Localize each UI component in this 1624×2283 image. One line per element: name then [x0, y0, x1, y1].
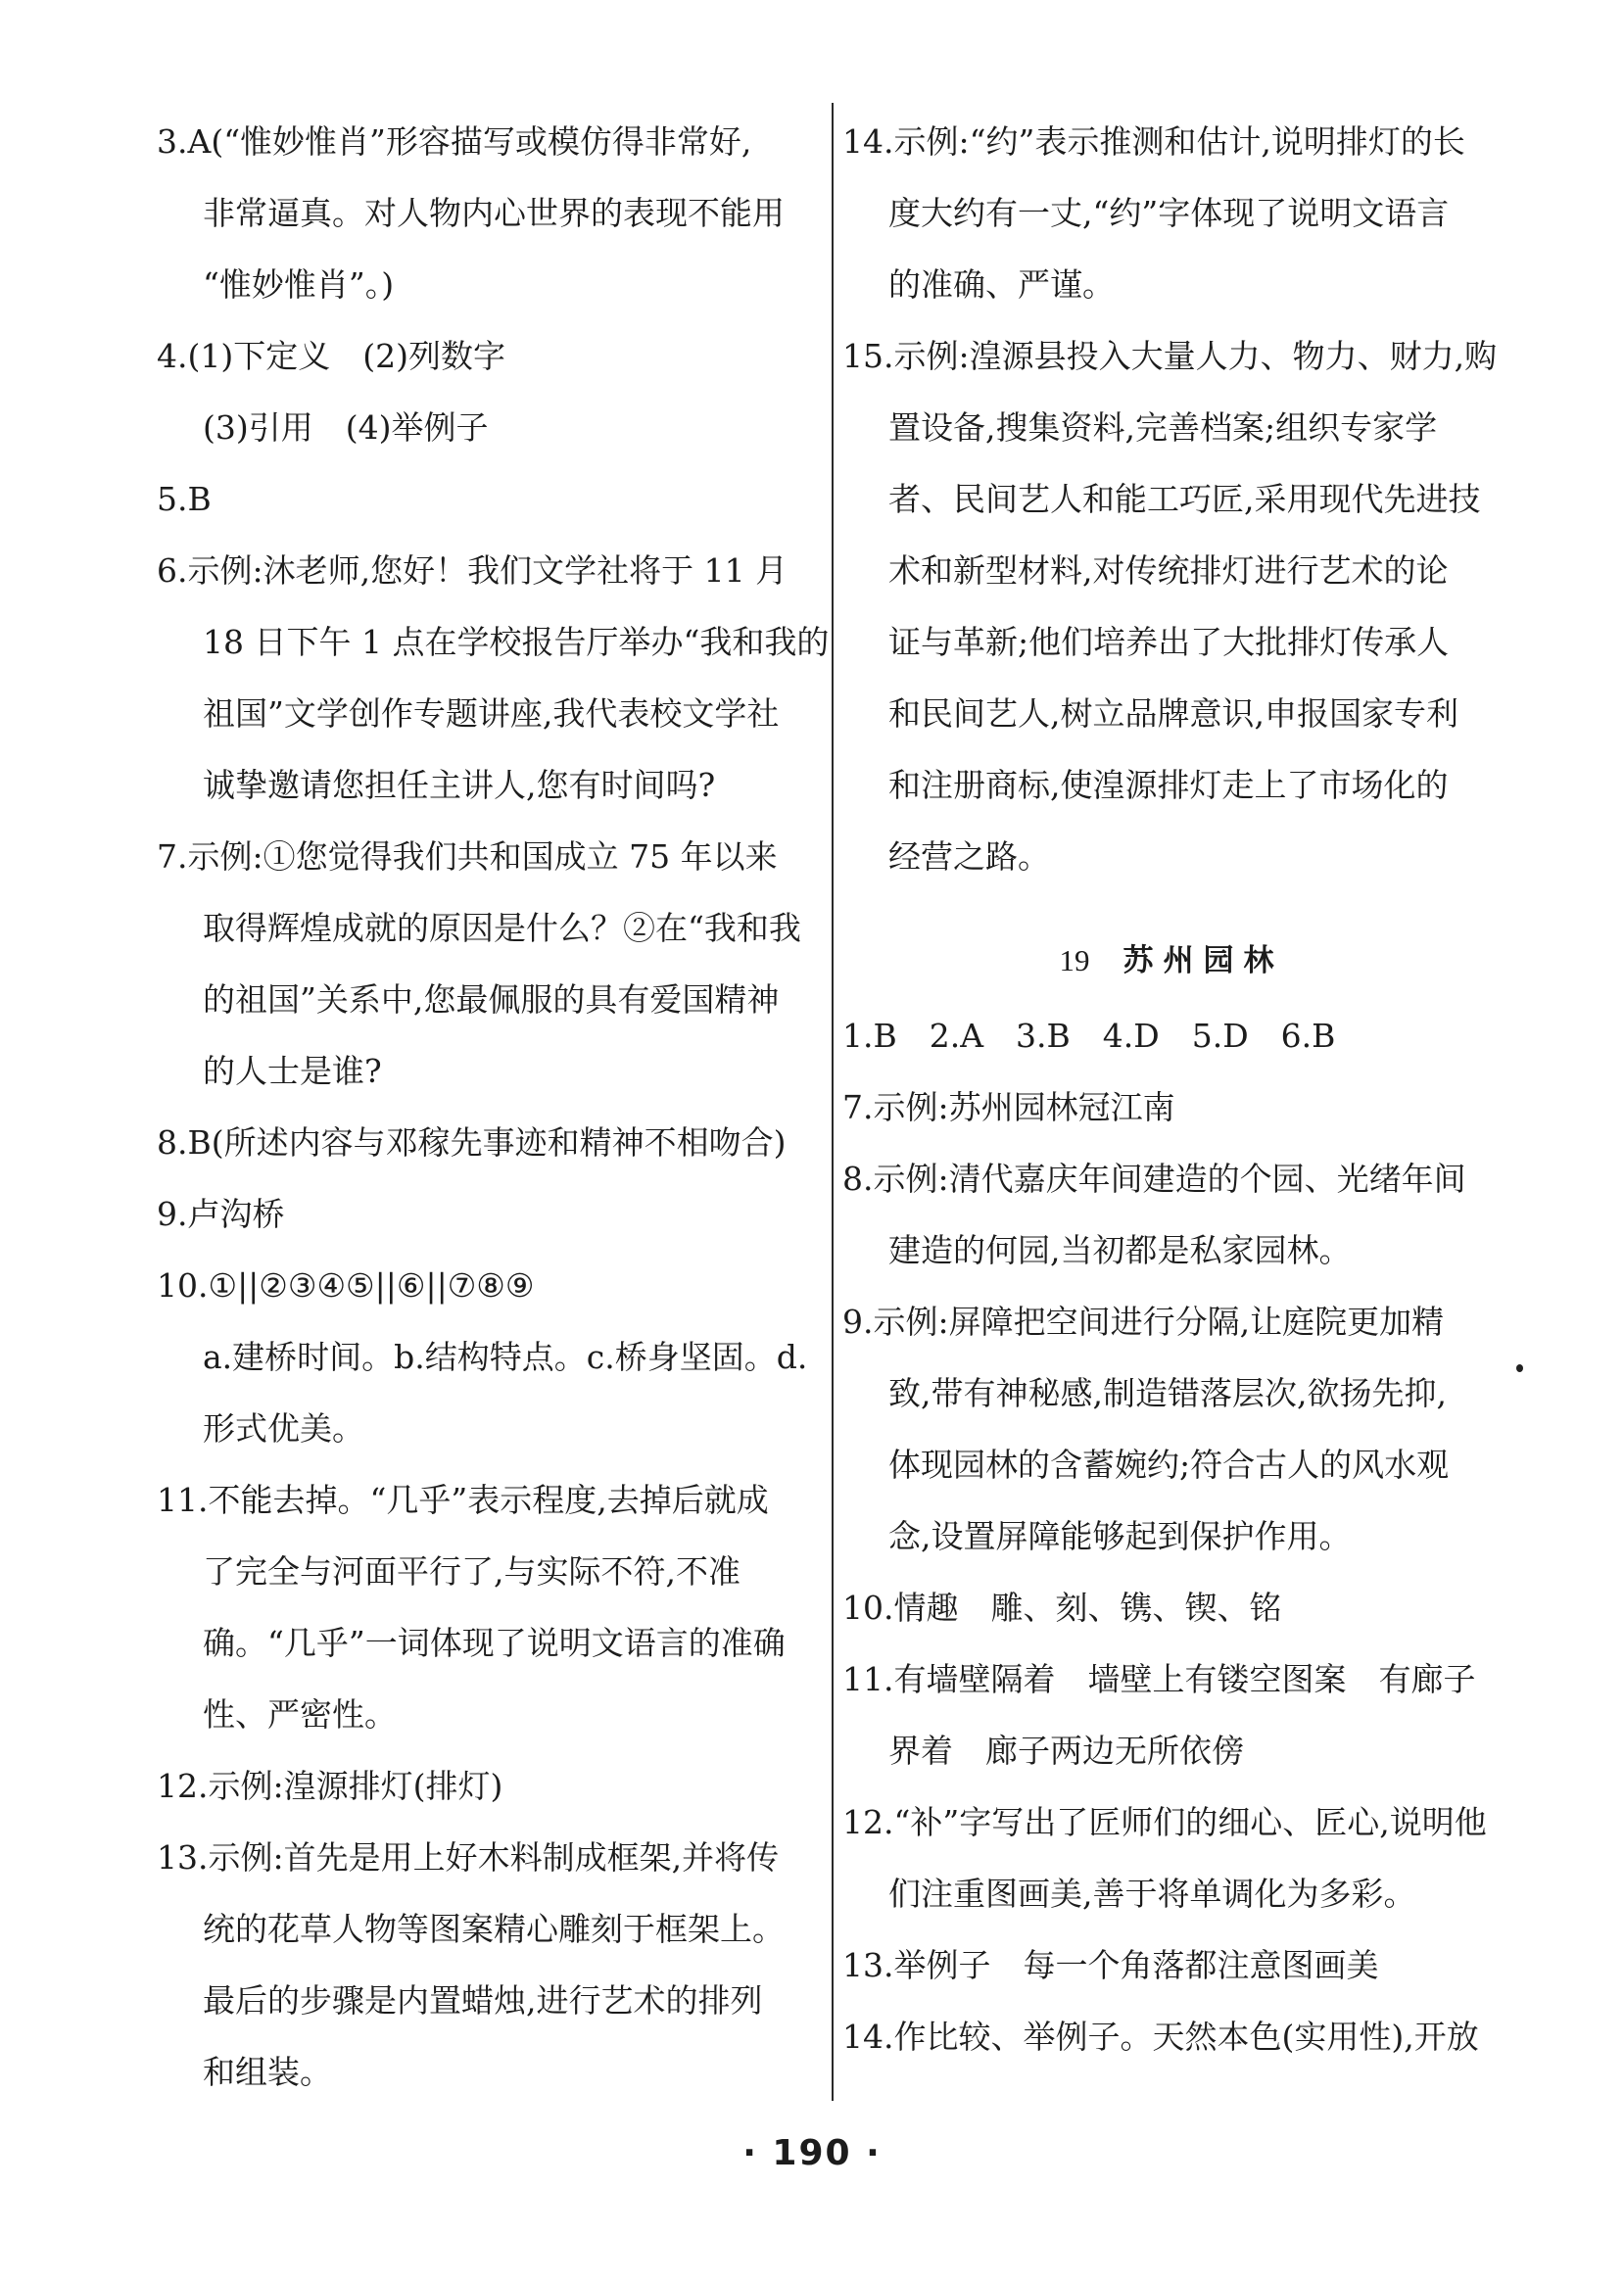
right-column-top	[842, 106, 1501, 892]
answer-line: 10.①||②③④⑤||⑥||⑦⑧⑨	[157, 1266, 535, 1305]
answer-line: 12.示例:湟源排灯(排灯)	[157, 1767, 503, 1805]
answer-line: 1.B 2.A 3.B 4.D 5.D 6.B	[842, 1017, 1336, 1055]
answer-line-continuation: 诚挚邀请您担任主讲人,您有时间吗?	[203, 766, 716, 804]
page-number: · 190 ·	[742, 2133, 882, 2173]
answer-line-continuation: a.建桥时间。b.结构特点。c.桥身坚固。d.	[203, 1338, 808, 1376]
answer-line-continuation: 术和新型材料,对传统排灯进行艺术的论	[888, 551, 1449, 590]
answer-line-continuation: 形式优美。	[203, 1409, 364, 1448]
answer-line-continuation: 置设备,搜集资料,完善档案;组织专家学	[888, 408, 1438, 447]
answer-line-continuation: 者、民间艺人和能工巧匠,采用现代先进技	[888, 480, 1481, 518]
answer-line: 10.情趣 雕、刻、镌、锲、铭	[842, 1589, 1282, 1627]
answer-line-continuation: 们注重图画美,善于将单调化为多彩。	[888, 1875, 1416, 1913]
answer-line-continuation: 的祖国”关系中,您最佩服的具有爱国精神	[203, 980, 780, 1019]
answer-line-continuation: 致,带有神秘感,制造错落层次,欲扬先抑,	[888, 1374, 1447, 1412]
section-heading	[842, 922, 1501, 1000]
answer-line-continuation: 的人士是谁?	[203, 1052, 382, 1090]
answer-line-continuation: 取得辉煌成就的原因是什么？②在“我和我	[203, 909, 801, 947]
answer-line: 9.卢沟桥	[157, 1195, 285, 1233]
answer-line: 3.A(“惟妙惟肖”形容描写或模仿得非常好,	[157, 122, 752, 161]
answer-line-continuation: 18 日下午 1 点在学校报告厅举办“我和我的	[203, 623, 830, 661]
answer-line: 7.示例:①您觉得我们共和国成立 75 年以来	[157, 837, 778, 876]
answer-line: 9.示例:屏障把空间进行分隔,让庭院更加精	[842, 1303, 1445, 1341]
answer-line-continuation: “惟妙惟肖”。)	[203, 265, 395, 304]
answer-line-continuation: 和组装。	[203, 2053, 332, 2091]
answer-line: 6.示例:沐老师,您好！我们文学社将于 11 月	[157, 551, 788, 590]
answer-line-continuation: 度大约有一丈,“约”字体现了说明文语言	[888, 194, 1450, 232]
scan-speck	[1516, 1364, 1523, 1372]
answer-line: 14.示例:“约”表示推测和估计,说明排灯的长	[842, 122, 1465, 161]
answer-line: 13.举例子 每一个角落都注意图画美	[842, 1946, 1379, 1984]
answer-line: 7.示例:苏州园林冠江南	[842, 1088, 1175, 1126]
answer-line-continuation: 确。“几乎”一词体现了说明文语言的准确	[203, 1624, 786, 1662]
answer-line-continuation: 建造的何园,当初都是私家园林。	[888, 1231, 1352, 1269]
answer-line-continuation: 统的花草人物等图案精心雕刻于框架上。	[203, 1910, 785, 1948]
answer-line-continuation: 最后的步骤是内置蜡烛,进行艺术的排列	[203, 1981, 763, 2020]
answer-line-continuation: 念,设置屏障能够起到保护作用。	[888, 1517, 1352, 1555]
answer-line: 8.示例:清代嘉庆年间建造的个园、光绪年间	[842, 1160, 1466, 1198]
answer-line: 15.示例:湟源县投入大量人力、物力、财力,购	[842, 337, 1498, 375]
answer-line-continuation: 经营之路。	[888, 837, 1050, 876]
answer-line-continuation: 和注册商标,使湟源排灯走上了市场化的	[888, 766, 1449, 804]
answer-line-continuation: 性、严密性。	[203, 1695, 397, 1734]
answer-line-continuation: 体现园林的含蓄婉约;符合古人的风水观	[888, 1446, 1450, 1484]
answer-line-continuation: 非常逼真。对人物内心世界的表现不能用	[203, 194, 785, 232]
answer-line-continuation: 界着 廊子两边无所依傍	[888, 1732, 1244, 1770]
answer-line: 11.不能去掉。“几乎”表示程度,去掉后就成	[157, 1481, 769, 1519]
answer-line: 8.B(所述内容与邓稼先事迹和精神不相吻合)	[157, 1123, 787, 1162]
section-number: 19	[1059, 943, 1090, 977]
answer-line-continuation: 的准确、严谨。	[888, 265, 1115, 304]
section-title: 苏州园林	[1122, 943, 1284, 978]
answer-line: 11.有墙壁隔着 墙壁上有镂空图案 有廊子	[842, 1660, 1476, 1698]
answer-line: 5.B	[157, 480, 212, 518]
right-column	[842, 106, 1501, 2072]
answer-line-continuation: 了完全与河面平行了,与实际不符,不准	[203, 1552, 740, 1591]
answer-line: 13.示例:首先是用上好木料制成框架,并将传	[157, 1838, 780, 1877]
answer-line: 4.(1)下定义 (2)列数字	[157, 337, 505, 375]
answer-line-continuation: 祖国”文学创作专题讲座,我代表校文学社	[203, 694, 780, 733]
left-column	[157, 106, 833, 2108]
answer-line-continuation: (3)引用 (4)举例子	[203, 408, 489, 447]
answer-line: 14.作比较、举例子。天然本色(实用性),开放	[842, 2018, 1479, 2056]
answer-line: 12.“补”字写出了匠师们的细心、匠心,说明他	[842, 1803, 1487, 1841]
answer-line-continuation: 和民间艺人,树立品牌意识,申报国家专利	[888, 694, 1458, 733]
right-column-bottom	[842, 1000, 1501, 2072]
answer-line-continuation: 证与革新;他们培养出了大批排灯传承人	[888, 623, 1450, 661]
